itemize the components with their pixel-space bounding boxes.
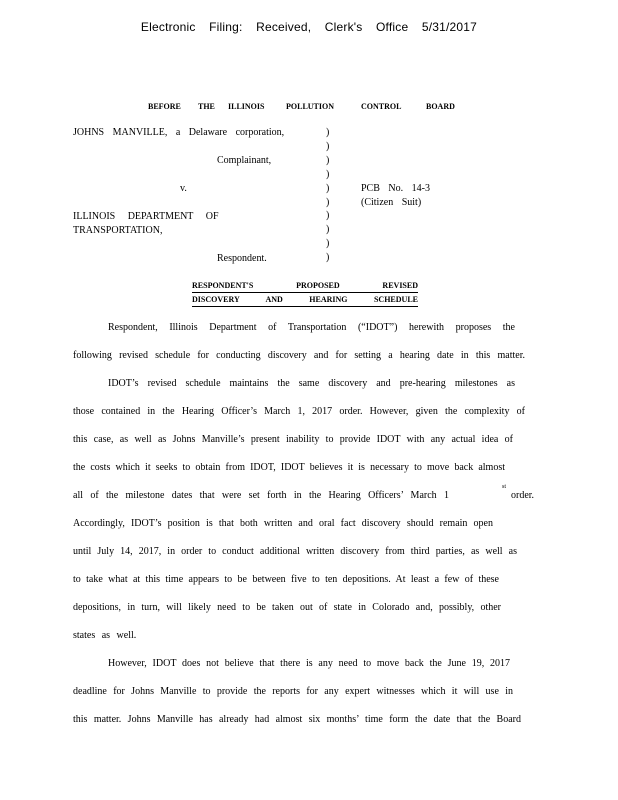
caption-paren: )	[326, 168, 330, 180]
body-line: However, IDOT does not believe that there is any need to move back the June 19, 2017	[108, 658, 510, 669]
title-underline	[192, 292, 418, 293]
body-line: all of the milestone dates that were set forth in the Hearing Officers’ March 1	[73, 490, 449, 501]
document-title-line2: DISCOVERY AND HEARING SCHEDULE	[192, 295, 418, 304]
board-word: ILLINOIS	[228, 102, 265, 111]
body-line: IDOT’s revised schedule maintains the same discovery and pre-hearing milestones as	[108, 378, 515, 389]
body-line: to take what at this time appears to be between five to ten depositions. At least a few of these	[73, 574, 499, 585]
board-word: CONTROL	[361, 102, 402, 111]
case-number: PCB No. 14-3	[361, 183, 430, 194]
body-line: deadline for Johns Manville to provide the reports for any expert witnesses which it will use in	[73, 686, 513, 697]
caption-paren: )	[326, 238, 330, 250]
case-type: (Citizen Suit)	[361, 197, 422, 208]
caption-paren: )	[326, 127, 330, 138]
defendant-role: Respondent.	[217, 253, 267, 264]
body-line: this matter. Johns Manville has already had almost six months’ time form the date that the Board	[73, 714, 521, 725]
body-line: this case, as well as Johns Manville’s present inability to provide IDOT with any actual idea of	[73, 434, 513, 445]
board-word: BEFORE	[148, 102, 181, 111]
defendant-name-line2: TRANSPORTATION,	[73, 225, 163, 236]
defendant-name-line1: ILLINOIS DEPARTMENT OF	[73, 211, 219, 222]
caption-paren: )	[326, 154, 330, 166]
body-line: states as well.	[73, 630, 137, 641]
body-line: Accordingly, IDOT’s position is that both written and oral fact discovery should remain open	[73, 518, 493, 529]
ordinal-superscript: st	[502, 484, 507, 490]
body-line: Respondent, Illinois Department of Transportation (“IDOT”) herewith proposes the	[108, 322, 515, 333]
body-line: until July 14, 2017, in order to conduct additional written discovery from third parties, as well as	[73, 546, 517, 557]
body-line-end: order.	[511, 490, 535, 501]
caption-parens	[326, 126, 329, 265]
document-title-line1: RESPONDENT'S PROPOSED REVISED	[192, 281, 418, 290]
caption-paren: )	[326, 182, 330, 194]
board-word: POLLUTION	[286, 102, 335, 111]
caption-paren: )	[326, 224, 330, 236]
filing-stamp-header: Electronic Filing: Received, Clerk's Office 5/31/2017	[140, 20, 478, 34]
body-line: following revised schedule for conducting discovery and for setting a hearing date in this matter.	[73, 350, 525, 361]
title-underline	[192, 306, 418, 307]
plaintiff-name: JOHNS MANVILLE, a Delaware corporation,	[73, 127, 285, 138]
caption-paren: )	[326, 140, 330, 152]
body-line: those contained in the Hearing Officer’s March 1, 2017 order. However, given the complexity of	[73, 406, 525, 417]
board-word: THE	[198, 102, 215, 111]
caption-paren: )	[326, 196, 330, 208]
plaintiff-role: Complainant,	[217, 155, 272, 166]
caption-paren: )	[326, 252, 330, 264]
caption-paren: )	[326, 210, 330, 222]
versus: v.	[180, 183, 187, 194]
body-line: depositions, in turn, will likely need to be taken out of state in Colorado and, possibly, other	[73, 602, 501, 613]
body-line: the costs which it seeks to obtain from IDOT, IDOT believes it is necessary to move back almost	[73, 462, 505, 473]
board-word: BOARD	[426, 102, 455, 111]
